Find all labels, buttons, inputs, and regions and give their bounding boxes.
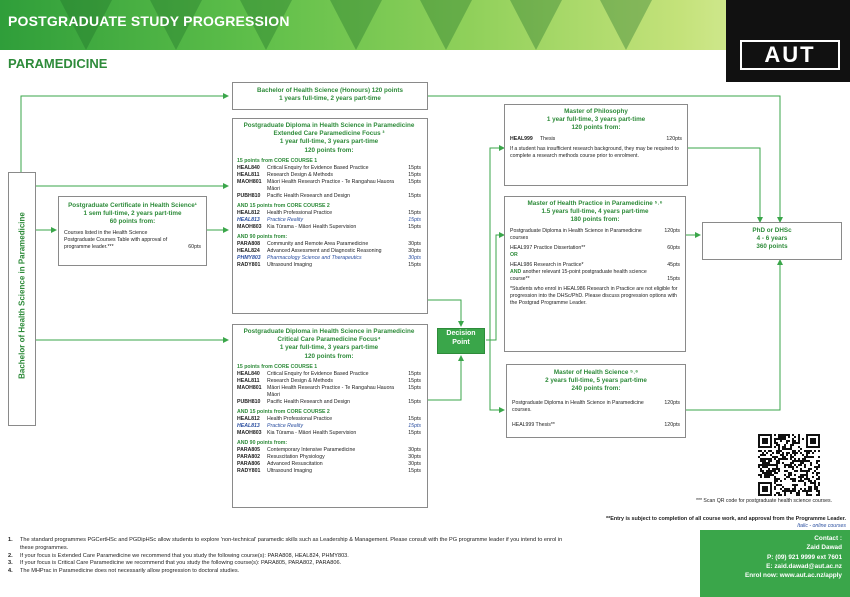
diploma-crit-focus: Critical Care Paramedicine Focus⁴ [277,336,381,344]
course-code: HEAL840 [237,164,260,171]
course-code: HEAL813 [237,422,260,429]
course-pts: 120pts [666,135,682,142]
course-name: Advanced Assessment and Diagnostic Reasoning [267,247,382,254]
course-name: Pharmacology Science and Therapeutics [267,254,362,261]
course-name: Health Professional Practice [267,209,333,216]
course-name: Critical Enquiry for Evidence Based Practice [267,370,369,377]
course-pts: 30pts [408,254,421,261]
course-row [237,454,421,461]
course-section [237,158,421,200]
arrow-to-mhsc [486,340,504,410]
diploma-crit-duration: 1 year full-time, 3 years part-time [279,344,379,352]
course-row [237,468,421,475]
course-name: Thesis [540,135,556,142]
course-name: Health Professional Practice [267,415,333,422]
footnote [8,560,568,568]
footnote-number: 2. [8,552,13,559]
course-code: MAOH801 [237,178,262,185]
course-row [237,210,421,217]
cert-row [64,230,201,251]
course-row-online [237,423,421,430]
mhprac-line [510,269,680,283]
course-name: Research Design & Methods [267,377,334,384]
course-section [237,409,421,437]
arrow-mphil-to-phd [688,148,760,222]
section-heading: AND 15 points from CORE COURSE 2 [237,202,330,209]
course-code: PHMY803 [237,254,261,261]
phd-duration: 4 - 6 years [756,235,788,243]
diploma-crit-title: Postgraduate Diploma in Health Science in Paramedicine [243,328,415,335]
course-code: HEAL999 [510,135,533,142]
course-row [237,371,421,378]
cert-box [58,196,207,266]
footnote-number: 3. [8,560,13,567]
course-pts: 15pts [408,384,421,391]
mhprac-line [510,262,680,269]
course-row [237,447,421,454]
decision-point: Decision Point [437,328,485,354]
course-row [237,248,421,255]
honours-title-text: Bachelor of Health Science (Honours) [257,87,371,94]
contact-email[interactable]: E: zaid.dawad@aut.ac.nz [766,562,842,570]
course-name: Practice Reality [267,216,304,223]
mhprac-box [504,196,686,352]
cert-title: Postgraduate Certificate in Health Science¹ [68,202,197,209]
course-section [237,203,421,231]
course-name: Advanced Resuscitation [267,460,323,467]
course-pts: 15pts [408,377,421,384]
footnote [8,553,568,561]
cert-duration: 1 sem full-time, 2 years part-time [83,210,182,218]
course-pts: 15pts [408,178,421,185]
course-pts: 15pts [408,398,421,405]
course-code: HEAL811 [237,171,260,178]
course-pts: 15pts [408,223,421,230]
course-code: PARA806 [237,460,260,467]
course-name: Contemporary Intensive Paramedicine [267,446,356,453]
course-code: MAOH803 [237,429,262,436]
cert-text: Courses listed in the Health Science Postgraduate Courses Table with approval of programme leader.*** [64,229,168,250]
course-row [237,172,421,179]
course-name: Pacific Health Research and Design [267,192,351,199]
footnote-number: 1. [8,537,13,543]
phd-box [702,222,842,260]
course-row [237,241,421,248]
contact-panel [700,530,850,597]
course-pts: 15pts [408,422,421,429]
entry-note: **Entry is subject to completion of all course work, and approval from the Programme Leader. [606,516,846,522]
course-code: MAOH801 [237,384,262,391]
course-code: RADY801 [237,261,261,268]
footnote-text: The MHPrac in Paramedicine does not necessarily allow progression to doctoral studies. [20,568,240,575]
course-code: PARA802 [237,453,260,460]
mhprac-and: AND [510,268,522,275]
course-name: Ultrasound Imaging [267,467,312,474]
bachelor-box [8,172,36,426]
mhsc-line-pts: 120pts [664,399,680,406]
course-name: Community and Remote Area Paramedicine [267,240,369,247]
arrow-to-honours [21,96,228,172]
course-code: PUBH810 [237,192,261,199]
contact-heading: Contact : [814,535,842,542]
course-code: HEAL811 [237,377,260,384]
mphil-note: If a student has insufficient research background, they may be required to complete a research methods course prior to enrolment. [510,145,679,159]
course-name: Critical Enquiry for Evidence Based Practice [267,164,369,171]
section-heading: 15 points from CORE COURSE 1 [237,363,318,370]
mphil-box [504,104,688,186]
mhsc-box [506,364,686,438]
course-name: Research Design & Methods [267,171,334,178]
diploma-crit-sections [237,364,421,475]
course-row [237,430,421,437]
course-section [237,440,421,475]
section-heading: AND 90 points from: [237,439,288,446]
arrow-diploma-crit-to-decision [428,356,461,400]
diploma-crit-box [232,324,428,508]
footnote-number: 4. [8,568,13,575]
cert-pts: 60pts [188,243,201,250]
course-pts: 15pts [408,171,421,178]
enrol-link[interactable]: Enrol now: www.aut.ac.nz/apply [744,572,842,580]
section-title: PARAMEDICINE [8,56,108,71]
mhsc-line-pts: 120pts [664,421,680,428]
diploma-ext-sections [237,158,421,269]
course-pts: 30pts [408,460,421,467]
mhprac-line-pts: 15pts [667,275,680,282]
course-row [237,416,421,423]
mhprac-line-text: HEAL997 Practice Dissertation** [510,244,586,251]
footnote [8,568,568,576]
diploma-ext-points: 120 points from: [304,146,354,154]
mhprac-duration: 1.5 years full-time, 4 years part-time [541,208,649,216]
arrow-to-mhprac [486,235,504,340]
course-name: Māori Health Research Practice - Te Rangahau Hauora Māori [267,384,395,398]
course-name: Kia Tūrama - Māori Health Supervision [267,223,357,230]
diploma-ext-title: Postgraduate Diploma in Health Science in Paramedicine [243,122,415,129]
course-row-online [237,255,421,262]
footnote-text: If your focus is Extended Care Paramedicine we recommend that you study the following course(s): PARA808, HEAL824, PHMY803. [20,552,349,559]
course-pts: 15pts [408,261,421,268]
course-code: PARA805 [237,446,260,453]
honours-box [232,82,428,110]
diploma-ext-focus: Extended Care Paramedicine Focus ³ [273,130,385,138]
qr-code[interactable] [758,434,820,496]
course-row [237,165,421,172]
course-code: PUBH810 [237,398,261,405]
course-row [237,385,421,399]
mhprac-line-text: HEAL986 Research in Practice* [510,261,584,268]
course-row [237,399,421,406]
course-name: Kia Tūrama - Māori Health Supervision [267,429,357,436]
course-code: HEAL813 [237,216,260,223]
italic-legend: Italic - online courses [797,523,846,529]
course-code: HEAL840 [237,370,260,377]
course-code: MAOH803 [237,223,262,230]
arrow-diploma-ext-to-decision [428,300,461,326]
diploma-ext-box [232,118,428,314]
course-pts: 15pts [408,216,421,223]
course-pts: 15pts [408,467,421,474]
contact-phone[interactable]: P: (09) 921 9999 ext 7601 [767,553,842,561]
arrow-mhsc-to-phd [686,260,780,410]
course-name: Pacific Health Research and Design [267,398,351,405]
mhprac-or: OR [510,251,518,258]
mhprac-title: Master of Health Practice in Paramedicine ⁵˒⁶ [527,200,663,207]
page-title: POSTGRADUATE STUDY PROGRESSION [8,13,290,29]
course-pts: 30pts [408,453,421,460]
mhprac-line [510,245,680,252]
mphil-title: Master of Philosophy [564,108,628,115]
course-pts: 15pts [408,164,421,171]
phd-points: 360 points [756,243,788,251]
course-name: Māori Health Research Practice - Te Rangahau Hauora Māori [267,178,395,192]
mhprac-line-pts: 60pts [667,244,680,251]
course-row [237,179,421,193]
mhprac-points: 180 points from: [570,216,620,224]
mphil-points: 120 points from: [571,124,621,132]
mhprac-line-text: Postgraduate Diploma in Health Science in Paramedicine courses [510,227,642,241]
course-pts: 15pts [408,429,421,436]
section-heading: 15 points from CORE COURSE 1 [237,157,318,164]
course-pts: 30pts [408,247,421,254]
course-code: RADY801 [237,467,261,474]
honours-title [233,87,427,95]
footnotes [8,537,568,576]
mhprac-line4-text: another relevant 15-point postgraduate health science course** [510,268,647,282]
course-row [237,224,421,231]
course-pts: 15pts [408,209,421,216]
course-code: PARA808 [237,240,260,247]
contact-name: Zaid Dawad [806,544,842,552]
course-name: Practice Reality [267,422,304,429]
mhsc-line [512,400,680,414]
footnote-text: If your focus is Critical Care Paramedicine we recommend that you study the following course(s): PARA805, PARA802, PARA806. [20,560,342,567]
logo-text: AUT [740,40,840,70]
arrow-to-mphil [486,148,504,340]
bachelor-label: Bachelor of Health Science in Paramedicine [17,212,27,379]
course-row [510,136,682,143]
course-row [237,193,421,200]
course-row [237,461,421,468]
diploma-ext-duration: 1 year full-time, 3 years part-time [279,138,379,146]
footnote [8,537,568,553]
course-section [237,234,421,269]
qr-note: *** Scan QR code for postgraduate health science courses. [695,498,833,504]
course-pts: 15pts [408,192,421,199]
course-code: HEAL812 [237,415,260,422]
course-section [237,364,421,406]
mhsc-title: Master of Health Science ⁵˒⁶ [553,369,639,376]
cert-points: 60 points from: [109,218,156,226]
mphil-duration: 1 year full-time, 3 years part-time [546,116,646,124]
course-pts: 30pts [408,446,421,453]
footnote-text: The standard programmes PGCertHSc and PGDipHSc allow students to explore 'non-technical' paramedic skills such as Leadership & Management. Please consult with the PG programme leader if you intend to enrol in these programmes. [20,537,563,551]
phd-title: PhD or DHSc [752,227,792,234]
course-row [237,262,421,269]
mhsc-duration: 2 years full-time, 5 years part-time [545,377,647,385]
mhprac-line-pts: 120pts [664,227,680,234]
mhsc-points: 240 points from: [571,385,621,393]
honours-duration: 1 years full-time, 2 years part-time [279,95,381,103]
course-pts: 15pts [408,370,421,377]
mhprac-line [510,228,680,242]
course-pts: 30pts [408,240,421,247]
course-name: Ultrasound Imaging [267,261,312,268]
mhprac-note: *Students who enrol in HEAL986 Research in Practice are not eligible for progression into the DHSc/PhD. Please discuss progression options with the Postgrad Programme Leader. [510,285,678,306]
section-heading: AND 90 points from: [237,233,288,240]
course-pts: 15pts [408,415,421,422]
mhsc-line-text: HEAL999 Thesis** [512,421,555,428]
mhsc-line [512,422,680,429]
honours-points: 120 points [371,87,403,94]
course-row [237,378,421,385]
mhsc-line-text: Postgraduate Diploma in Health Science in Paramedicine courses. [512,399,644,413]
course-code: HEAL824 [237,247,260,254]
diploma-crit-points: 120 points from: [304,352,354,360]
course-row-online [237,217,421,224]
mhprac-line-text [510,269,656,283]
mhprac-line-pts: 45pts [667,261,680,268]
course-name: Resuscitation Physiology [267,453,325,460]
section-heading: AND 15 points from CORE COURSE 2 [237,408,330,415]
course-code: HEAL812 [237,209,260,216]
